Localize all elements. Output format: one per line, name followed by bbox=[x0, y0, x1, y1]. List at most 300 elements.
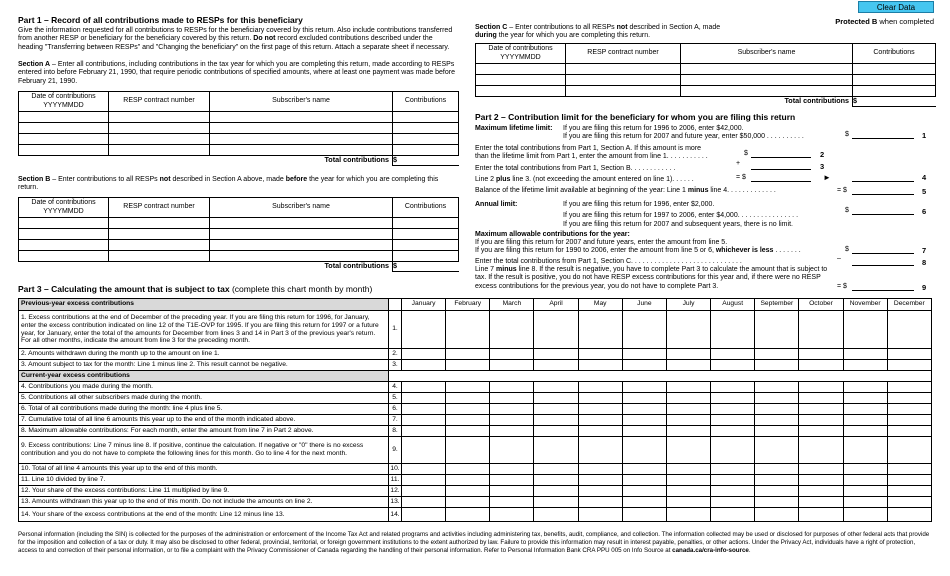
month-input[interactable] bbox=[755, 360, 799, 371]
month-input[interactable] bbox=[799, 426, 843, 437]
row-description: 1. Excess contributions at the end of December of the preceding year. If you are filing this return for 1996, for January, enter the excess contribution indicated on line 12 of the T1E-OVP for 1995. If you are filing this return for 1997 or a future year, for January, enter the total of the amounts for December from lines 3 and 14 in Part 3 of the previous year's return. For all other months, indicate the amount from line 3 for the preceding month. bbox=[19, 311, 389, 349]
month-input[interactable] bbox=[843, 426, 887, 437]
table-row bbox=[19, 360, 932, 371]
table-row bbox=[19, 486, 932, 497]
month-input[interactable] bbox=[887, 360, 931, 371]
month-input[interactable] bbox=[887, 475, 931, 486]
section-b-table bbox=[18, 197, 459, 272]
month-input[interactable] bbox=[887, 486, 931, 497]
month-input[interactable] bbox=[578, 360, 622, 371]
arrow-icon: ► bbox=[823, 173, 831, 182]
line6-dollar: $ bbox=[845, 207, 849, 214]
month-input[interactable] bbox=[622, 426, 666, 437]
line8-text: Enter the total contributions from Part 1, Section C. . . . . . . . . . . . . . . . . . . . . . . . . . . . . bbox=[475, 258, 742, 265]
table-row bbox=[476, 75, 936, 86]
section-c-table bbox=[475, 43, 936, 107]
table-row bbox=[19, 464, 932, 475]
month-input[interactable] bbox=[843, 415, 887, 426]
table-row bbox=[19, 404, 932, 415]
table-row bbox=[19, 311, 932, 349]
line4-text: Line 2 plus line 3. (not exceeding the amount entered on line 1). . . . . . bbox=[475, 176, 694, 183]
row-description: 8. Maximum allowable contributions: For each month, enter the amount from line 7 in Part 2 above. bbox=[19, 426, 389, 437]
row-description: 7. Cumulative total of all line 6 amounts this year up to the end of the month indicated above. bbox=[19, 415, 389, 426]
annual-limit-label: Annual limit: bbox=[475, 201, 518, 208]
line-number-8: 8 bbox=[922, 258, 927, 267]
month-input[interactable] bbox=[887, 311, 931, 349]
month-input[interactable] bbox=[402, 382, 446, 393]
row-number: 8. bbox=[389, 426, 402, 437]
month-input[interactable] bbox=[578, 486, 622, 497]
month-header: January bbox=[402, 299, 446, 311]
month-input[interactable] bbox=[799, 360, 843, 371]
annual-limit-1: If you are filing this return for 1996, enter $2,000. bbox=[563, 201, 715, 208]
month-input[interactable] bbox=[534, 311, 578, 349]
month-input[interactable] bbox=[799, 486, 843, 497]
month-header: March bbox=[490, 299, 534, 311]
month-input[interactable] bbox=[490, 382, 534, 393]
month-header: August bbox=[711, 299, 755, 311]
row-number: 9. bbox=[389, 437, 402, 464]
month-input[interactable] bbox=[711, 464, 755, 475]
month-input[interactable] bbox=[799, 497, 843, 508]
month-input[interactable] bbox=[534, 349, 578, 360]
line-number-7: 7 bbox=[922, 246, 927, 255]
line-number-5: 5 bbox=[922, 187, 927, 196]
month-input[interactable] bbox=[711, 415, 755, 426]
month-header: May bbox=[578, 299, 622, 311]
max-lifetime-1: If you are filing this return for 1996 to 2006, enter $42,000. bbox=[563, 125, 744, 132]
month-input[interactable] bbox=[843, 497, 887, 508]
month-input[interactable] bbox=[578, 382, 622, 393]
month-input[interactable] bbox=[843, 311, 887, 349]
month-input[interactable] bbox=[490, 415, 534, 426]
month-input[interactable] bbox=[534, 475, 578, 486]
row-description: 11. Line 10 divided by line 7. bbox=[19, 475, 389, 486]
month-input[interactable] bbox=[622, 311, 666, 349]
table-row bbox=[19, 382, 932, 393]
month-input[interactable] bbox=[402, 426, 446, 437]
month-input[interactable] bbox=[446, 404, 490, 415]
month-input[interactable] bbox=[666, 475, 710, 486]
max-lifetime-label: Maximum lifetime limit: bbox=[475, 125, 553, 132]
row-number: 3. bbox=[389, 360, 402, 371]
table-row bbox=[19, 437, 932, 464]
line6-field[interactable] bbox=[852, 214, 914, 215]
month-input[interactable] bbox=[446, 360, 490, 371]
row-number: 12. bbox=[389, 486, 402, 497]
line8-field[interactable] bbox=[852, 265, 914, 266]
row-description: 4. Contributions you made during the month. bbox=[19, 382, 389, 393]
privacy-footer: Personal information (including the SIN) is collected for the purposes of the administration or enforcement of the Income Tax Act and related programs and activities including administering tax, benefits, audit, compliance, and collection. The information collected may be used or disclosed for purposes of other federal acts that provide for the imposition and collection of a tax or duty. It may also be disclosed to other federal, provincial, territorial, or foreign government institutions to the extent authorized by law. Failure to provide this information may result in interest payable, penalties, or other actions. Under the Privacy Act, individuals have a right of protection, access to and correction of their personal information, or to file a complaint with the Privacy Commissioner of Canada regarding the handling of their personal information. Refer to Personal Information Bank CRA PPU 005 on Info Source at canada.ca/cra-info-source. bbox=[18, 531, 930, 554]
month-input[interactable] bbox=[711, 508, 755, 522]
month-input[interactable] bbox=[578, 311, 622, 349]
line-number-1: 1 bbox=[922, 131, 927, 140]
month-input[interactable] bbox=[887, 497, 931, 508]
month-input[interactable] bbox=[490, 497, 534, 508]
table-row bbox=[476, 64, 936, 75]
row-number: 10. bbox=[389, 464, 402, 475]
month-input[interactable] bbox=[534, 508, 578, 522]
row-number: 4. bbox=[389, 382, 402, 393]
month-input[interactable] bbox=[578, 393, 622, 404]
part2-title: Part 2 – Contribution limit for the beneficiary for whom you are filing this return bbox=[475, 112, 796, 122]
row-description: 14. Your share of the excess contributions at the end of the month: Line 12 minus line 13. bbox=[19, 508, 389, 522]
row-description: 3. Amount subject to tax for the month: Line 1 minus line 2. This result cannot be negative. bbox=[19, 360, 389, 371]
month-input[interactable] bbox=[534, 464, 578, 475]
month-input[interactable] bbox=[622, 360, 666, 371]
month-input[interactable] bbox=[490, 475, 534, 486]
month-input[interactable] bbox=[711, 475, 755, 486]
line-number-4: 4 bbox=[922, 173, 927, 182]
month-input[interactable] bbox=[622, 415, 666, 426]
section-a-text: Section A – Enter all contributions, including contributions in the tax year for which you are completing this return, made according to RESPs entered into before February 21, 1990, that require periodic contributions of specified amounts, where at least one payment was made before February 21, 1990. bbox=[18, 61, 455, 85]
month-input[interactable] bbox=[534, 497, 578, 508]
max-allowable-1: If you are filing this return for 2007 and future years, enter the amount from line 5. bbox=[475, 239, 728, 246]
month-input[interactable] bbox=[578, 437, 622, 464]
month-input[interactable] bbox=[799, 437, 843, 464]
month-input[interactable] bbox=[711, 349, 755, 360]
contract-header: RESP contract number bbox=[109, 92, 210, 112]
month-input[interactable] bbox=[578, 497, 622, 508]
month-input[interactable] bbox=[446, 475, 490, 486]
month-input[interactable] bbox=[711, 393, 755, 404]
month-input[interactable] bbox=[402, 404, 446, 415]
month-input[interactable] bbox=[534, 426, 578, 437]
line2-field[interactable] bbox=[751, 157, 811, 158]
month-input[interactable] bbox=[578, 426, 622, 437]
month-input[interactable] bbox=[711, 437, 755, 464]
table-row bbox=[19, 475, 932, 486]
part1-title: Part 1 – Record of all contributions made to RESPs for this beneficiary bbox=[18, 15, 303, 25]
month-input[interactable] bbox=[711, 360, 755, 371]
month-input[interactable] bbox=[622, 486, 666, 497]
month-input[interactable] bbox=[402, 437, 446, 464]
month-input[interactable] bbox=[402, 486, 446, 497]
month-input[interactable] bbox=[711, 382, 755, 393]
month-header: February bbox=[446, 299, 490, 311]
month-input[interactable] bbox=[799, 404, 843, 415]
line3-field[interactable] bbox=[751, 169, 811, 170]
month-input[interactable] bbox=[402, 508, 446, 522]
date-header: Date of contributions YYYYMMDD bbox=[476, 44, 566, 64]
month-input[interactable] bbox=[711, 497, 755, 508]
section-b-text: Section B – Enter contributions to all RESPs not described in Section A above, made before the year for which you are completing this return. bbox=[18, 176, 439, 192]
clear-data-button[interactable]: Clear Data bbox=[858, 1, 934, 13]
month-header: April bbox=[534, 299, 578, 311]
table-row bbox=[19, 393, 932, 404]
month-input[interactable] bbox=[887, 464, 931, 475]
month-input[interactable] bbox=[666, 464, 710, 475]
table-row bbox=[19, 218, 459, 229]
line4-eq: = $ bbox=[736, 174, 746, 181]
month-input[interactable] bbox=[887, 415, 931, 426]
line5-field[interactable] bbox=[852, 194, 914, 195]
table-row bbox=[19, 349, 932, 360]
row-description: 5. Contributions all other subscribers made during the month. bbox=[19, 393, 389, 404]
month-input[interactable] bbox=[799, 464, 843, 475]
row-number: 1. bbox=[389, 311, 402, 349]
month-input[interactable] bbox=[446, 437, 490, 464]
month-input[interactable] bbox=[446, 486, 490, 497]
line8-minus: – bbox=[837, 255, 841, 262]
month-input[interactable] bbox=[402, 349, 446, 360]
month-input[interactable] bbox=[578, 475, 622, 486]
month-input[interactable] bbox=[490, 311, 534, 349]
row-number: 13. bbox=[389, 497, 402, 508]
month-input[interactable] bbox=[578, 415, 622, 426]
month-input[interactable] bbox=[755, 464, 799, 475]
month-input[interactable] bbox=[402, 497, 446, 508]
month-input[interactable] bbox=[666, 404, 710, 415]
table-row bbox=[19, 145, 459, 156]
month-input[interactable] bbox=[446, 508, 490, 522]
line-number-2: 2 bbox=[820, 150, 825, 159]
row-description: 2. Amounts withdrawn during the month up to the amount on line 1. bbox=[19, 349, 389, 360]
contract-header: RESP contract number bbox=[566, 44, 681, 64]
month-input[interactable] bbox=[755, 393, 799, 404]
month-input[interactable] bbox=[490, 349, 534, 360]
month-header: December bbox=[887, 299, 931, 311]
line9-field[interactable] bbox=[852, 290, 914, 291]
total-label: Total contributions bbox=[784, 96, 849, 106]
month-input[interactable] bbox=[666, 486, 710, 497]
month-input[interactable] bbox=[887, 426, 931, 437]
month-input[interactable] bbox=[755, 486, 799, 497]
part3-table bbox=[18, 298, 932, 522]
month-input[interactable] bbox=[711, 486, 755, 497]
line3-text: Enter the total contributions from Part 1, Section B. . . . . . . . . . . . bbox=[475, 165, 676, 172]
month-input[interactable] bbox=[666, 360, 710, 371]
row-description: 12. Your share of the excess contributions: Line 11 multiplied by line 9. bbox=[19, 486, 389, 497]
month-input[interactable] bbox=[534, 404, 578, 415]
month-input[interactable] bbox=[446, 311, 490, 349]
month-header: November bbox=[843, 299, 887, 311]
month-input[interactable] bbox=[622, 404, 666, 415]
line9-eq: = $ bbox=[837, 283, 847, 290]
line4-result-field[interactable] bbox=[852, 181, 914, 182]
month-input[interactable] bbox=[578, 349, 622, 360]
line3-plus: + bbox=[736, 160, 741, 167]
date-header: Date of contributions YYYYMMDD bbox=[19, 92, 109, 112]
month-input[interactable] bbox=[843, 393, 887, 404]
month-header: October bbox=[799, 299, 843, 311]
line5-eq: = $ bbox=[837, 187, 847, 194]
section-a-table bbox=[18, 91, 459, 166]
line5-text: Balance of the lifetime limit available at beginning of the year: Line 1 minus line 4. . . . . . . . . . . . . bbox=[475, 187, 776, 194]
row-number: 2. bbox=[389, 349, 402, 360]
month-input[interactable] bbox=[887, 404, 931, 415]
row-description: 13. Amounts withdrawn this year up to the end of this month. Do not include the amounts on line 2. bbox=[19, 497, 389, 508]
table-row bbox=[19, 240, 459, 251]
month-input[interactable] bbox=[755, 349, 799, 360]
month-input[interactable] bbox=[490, 437, 534, 464]
month-input[interactable] bbox=[578, 508, 622, 522]
month-input[interactable] bbox=[534, 437, 578, 464]
month-input[interactable] bbox=[490, 360, 534, 371]
month-input[interactable] bbox=[666, 497, 710, 508]
month-input[interactable] bbox=[666, 382, 710, 393]
month-header: June bbox=[622, 299, 666, 311]
month-input[interactable] bbox=[622, 349, 666, 360]
month-input[interactable] bbox=[446, 426, 490, 437]
month-input[interactable] bbox=[622, 508, 666, 522]
month-input[interactable] bbox=[799, 415, 843, 426]
month-input[interactable] bbox=[622, 497, 666, 508]
month-input[interactable] bbox=[622, 475, 666, 486]
total-field[interactable]: $ bbox=[853, 97, 936, 107]
month-input[interactable] bbox=[843, 508, 887, 522]
month-input[interactable] bbox=[446, 349, 490, 360]
month-input[interactable] bbox=[887, 508, 931, 522]
month-input[interactable] bbox=[402, 360, 446, 371]
protected-b-label: Protected B when completed bbox=[835, 17, 934, 26]
prev-year-header: Previous-year excess contributions bbox=[19, 299, 389, 311]
month-input[interactable] bbox=[843, 486, 887, 497]
month-input[interactable] bbox=[402, 475, 446, 486]
month-input[interactable] bbox=[887, 437, 931, 464]
annual-limit-3: If you are filing this return for 2007 and subsequent years, there is no limit. bbox=[563, 221, 793, 228]
annual-limit-2: If you are filing this return for 1997 to 2006, enter $4,000. . . . . . . . . . . . . . . . bbox=[563, 212, 799, 219]
month-input[interactable] bbox=[755, 311, 799, 349]
table-row bbox=[19, 415, 932, 426]
month-input[interactable] bbox=[755, 497, 799, 508]
month-input[interactable] bbox=[843, 404, 887, 415]
month-input[interactable] bbox=[534, 360, 578, 371]
month-input[interactable] bbox=[446, 393, 490, 404]
month-input[interactable] bbox=[887, 382, 931, 393]
month-input[interactable] bbox=[490, 464, 534, 475]
month-input[interactable] bbox=[446, 497, 490, 508]
month-input[interactable] bbox=[402, 393, 446, 404]
part3-title: Part 3 – Calculating the amount that is subject to tax (complete this chart month by month) bbox=[18, 284, 373, 294]
month-input[interactable] bbox=[622, 464, 666, 475]
line7-dollar: $ bbox=[845, 246, 849, 253]
month-input[interactable] bbox=[755, 475, 799, 486]
month-input[interactable] bbox=[799, 508, 843, 522]
line2-dollar: $ bbox=[744, 150, 748, 157]
total-field[interactable]: $ bbox=[393, 262, 459, 272]
table-row bbox=[19, 123, 459, 134]
total-label: Total contributions bbox=[324, 261, 389, 271]
month-input[interactable] bbox=[622, 393, 666, 404]
month-input[interactable] bbox=[711, 426, 755, 437]
month-input[interactable] bbox=[402, 415, 446, 426]
month-input[interactable] bbox=[402, 311, 446, 349]
month-input[interactable] bbox=[843, 349, 887, 360]
subscriber-header: Subscriber's name bbox=[210, 92, 393, 112]
month-input[interactable] bbox=[755, 426, 799, 437]
line1-field[interactable] bbox=[852, 138, 914, 139]
table-row bbox=[19, 251, 459, 262]
month-input[interactable] bbox=[622, 437, 666, 464]
month-input[interactable] bbox=[490, 404, 534, 415]
month-input[interactable] bbox=[534, 486, 578, 497]
month-input[interactable] bbox=[534, 415, 578, 426]
table-row bbox=[19, 426, 932, 437]
month-input[interactable] bbox=[534, 382, 578, 393]
month-input[interactable] bbox=[534, 393, 578, 404]
contributions-header: Contributions bbox=[393, 92, 459, 112]
month-input[interactable] bbox=[402, 464, 446, 475]
month-input[interactable] bbox=[578, 464, 622, 475]
month-input[interactable] bbox=[843, 382, 887, 393]
month-input[interactable] bbox=[755, 404, 799, 415]
month-header: September bbox=[755, 299, 799, 311]
month-input[interactable] bbox=[755, 415, 799, 426]
month-input[interactable] bbox=[887, 349, 931, 360]
contract-header: RESP contract number bbox=[109, 198, 210, 218]
month-input[interactable] bbox=[666, 415, 710, 426]
month-input[interactable] bbox=[490, 393, 534, 404]
row-number: 6. bbox=[389, 404, 402, 415]
month-input[interactable] bbox=[887, 393, 931, 404]
row-number: 7. bbox=[389, 415, 402, 426]
month-input[interactable] bbox=[446, 415, 490, 426]
month-input[interactable] bbox=[490, 508, 534, 522]
line-number-9: 9 bbox=[922, 283, 927, 292]
month-input[interactable] bbox=[711, 311, 755, 349]
month-input[interactable] bbox=[711, 404, 755, 415]
row-number: 14. bbox=[389, 508, 402, 522]
table-row bbox=[19, 497, 932, 508]
month-input[interactable] bbox=[755, 382, 799, 393]
month-input[interactable] bbox=[578, 404, 622, 415]
month-input[interactable] bbox=[666, 393, 710, 404]
month-input[interactable] bbox=[666, 311, 710, 349]
date-header: Date of contributions YYYYMMDD bbox=[19, 198, 109, 218]
total-label: Total contributions bbox=[324, 155, 389, 165]
month-input[interactable] bbox=[799, 393, 843, 404]
month-input[interactable] bbox=[446, 464, 490, 475]
month-input[interactable] bbox=[446, 382, 490, 393]
line4-field[interactable] bbox=[751, 181, 811, 182]
max-allowable-2: If you are filing this return for 1990 to 2006, enter the amount from line 5 or 6, whichever is less . . . . . . . bbox=[475, 247, 801, 254]
row-description: 6. Total of all contributions made during the month: line 4 plus line 5. bbox=[19, 404, 389, 415]
month-input[interactable] bbox=[799, 349, 843, 360]
month-input[interactable] bbox=[799, 475, 843, 486]
curr-year-header: Current-year excess contributions bbox=[19, 371, 389, 382]
month-input[interactable] bbox=[490, 486, 534, 497]
month-input[interactable] bbox=[799, 382, 843, 393]
subscriber-header: Subscriber's name bbox=[210, 198, 393, 218]
max-lifetime-2: If you are filing this return for 2007 and future year, enter $50,000 . . . . . . . . . . bbox=[563, 133, 804, 140]
month-input[interactable] bbox=[666, 349, 710, 360]
month-input[interactable] bbox=[666, 508, 710, 522]
line7-field[interactable] bbox=[852, 253, 914, 254]
total-field[interactable]: $ bbox=[393, 156, 459, 166]
month-input[interactable] bbox=[666, 437, 710, 464]
part1-intro: Give the information requested for all contributions to RESPs for the beneficiary covered by this return. Also include contributions transferred from another RESP or beneficiary for the beneficiary covered by this return. Do not record excluded contributions described under the heading "Transferring between RESPs" and "Changing the beneficiary" on the first page of this return. Attach a separate sheet if necessary. bbox=[18, 27, 453, 51]
line9-text: Line 7 minus line 8. If the result is negative, you have to complete Part 3 to calculate the amount that is subject to tax. If the result is positive, you do not have RESP excess contributions for this year and, if there were no RESP excess contributions for the previous year, you do not have to complete Part 3. bbox=[475, 266, 828, 290]
line-number-3: 3 bbox=[820, 162, 825, 171]
month-input[interactable] bbox=[666, 426, 710, 437]
month-input[interactable] bbox=[755, 437, 799, 464]
month-input[interactable] bbox=[843, 464, 887, 475]
line2-text: Enter the total contributions from Part 1, Section A. If this amount is more than the lifetime limit from Part 1, enter the amount from line 1. . . . . . . . . . . bbox=[475, 145, 708, 161]
subscriber-header: Subscriber's name bbox=[681, 44, 853, 64]
month-input[interactable] bbox=[843, 475, 887, 486]
month-input[interactable] bbox=[843, 360, 887, 371]
table-row bbox=[19, 508, 932, 522]
month-input[interactable] bbox=[622, 382, 666, 393]
section-c-text: Section C – Enter contributions to all RESPs not described in Section A, made during the year for which you are completing this return. bbox=[475, 24, 721, 40]
table-row bbox=[476, 86, 936, 97]
month-input[interactable] bbox=[843, 437, 887, 464]
month-input[interactable] bbox=[490, 426, 534, 437]
month-input[interactable] bbox=[755, 508, 799, 522]
line1-dollar: $ bbox=[845, 131, 849, 138]
month-input[interactable] bbox=[799, 311, 843, 349]
